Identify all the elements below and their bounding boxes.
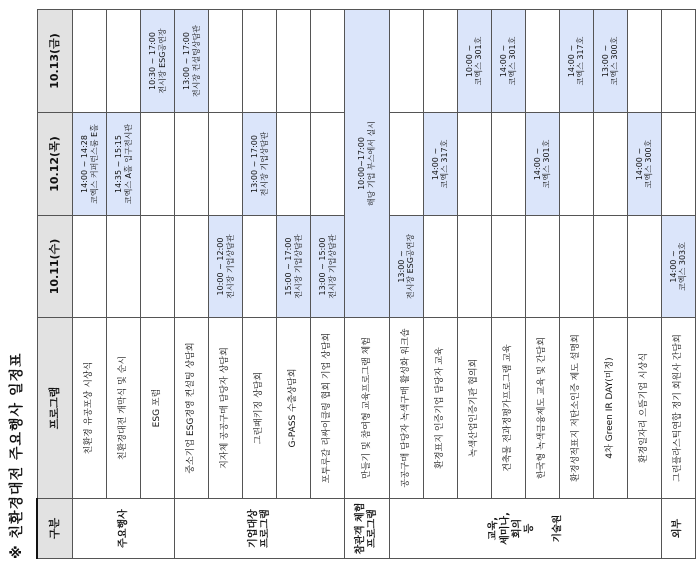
event-cell: 14:35 ~ 15:15 코엑스 A홀 입구전시관 [107,113,141,216]
day1-cell [107,216,141,318]
table-row [141,10,175,559]
table-row [491,10,525,559]
program-cell: 그린패키징 상담회 [243,318,277,499]
day3-cell [277,10,311,113]
program-cell: ESG 포럼 [141,318,175,499]
program-cell: 환경표지 인증기업 담당자 교육 [423,318,457,499]
program-cell: 4차 Green IR DAY(미정) [593,318,627,499]
category-edu [389,499,661,559]
table-row [243,10,277,559]
event-cell: 13:00 ~ 전시장 ESG공연장 [389,216,423,318]
table-row [107,10,141,559]
day2-cell [593,113,627,216]
program-cell: 환경성적표지 저탄소인증 제도 설명회 [559,318,593,499]
day1-cell [423,216,457,318]
day3-cell [389,10,423,113]
event-cell: 13:00 ~ 17:00 전시장 기업상담관 [243,113,277,216]
table-row [389,10,423,559]
program-cell: 그린플라스틱연합 정기 회원사 간담회 [661,318,695,499]
day2-cell [559,113,593,216]
day2-cell [457,113,491,216]
day2-cell [389,113,423,216]
day1-cell [73,216,107,318]
day1-cell [457,216,491,318]
table-row [423,10,457,559]
category-main: 주요행사 [73,499,175,559]
program-cell: 중소기업 ESG경영 컨설팅 상담회 [175,318,209,499]
schedule-table [36,9,696,559]
category-edu-sub: 기술원 [551,514,563,543]
day1-cell [525,216,559,318]
day3-cell [423,10,457,113]
day3-cell [525,10,559,113]
header-category: 구분 [37,499,73,559]
day3-cell [73,10,107,113]
table-row [627,10,661,559]
category-edu-label: 교육, 세미나, 회의 등 [487,512,535,545]
category-external: 외부 [661,499,695,559]
header-row [37,10,73,559]
day2-cell [277,113,311,216]
program-cell: 녹색산업인증기관 협의회 [457,318,491,499]
event-cell: 14:00 ~ 코엑스 317호 [423,113,457,216]
table-row [593,10,627,559]
day1-cell [243,216,277,318]
event-cell: 14:00 ~ 코엑스 300호 [627,113,661,216]
event-cell: 14:00 ~ 코엑스 301호 [525,113,559,216]
program-cell: 친환경 유공포상 시상식 [73,318,107,499]
day1-cell [175,216,209,318]
event-cell: 10:00 ~ 코엑스 301호 [457,10,491,113]
event-cell: 13:00 ~ 17:00 전시장 컨설팅상담관 [175,10,209,113]
header-day-1: 10.11(수) [37,216,73,318]
table-row [73,10,107,559]
program-cell: 만들기 및 참여형 교육프로그램 체험 [345,318,390,499]
day3-cell [627,10,661,113]
event-cell: 10:30 ~ 17:00 전시장 ESG공연장 [141,10,175,113]
program-cell: 포투루갈 리싸이클링 협회 기업 상담회 [311,318,345,499]
day2-cell [209,113,243,216]
table-row [175,10,209,559]
table-row [277,10,311,559]
day2-cell [491,113,525,216]
header-program: 프로그램 [37,318,73,499]
table-row [311,10,345,559]
table-row [525,10,559,559]
day3-cell [243,10,277,113]
program-cell: 한국형 녹색금융제도 교육 및 간담회 [525,318,559,499]
category-corp: 기업대상 프로그램 [175,499,345,559]
header-day-2: 10.12(목) [37,113,73,216]
day2-cell [311,113,345,216]
table-row [345,10,390,559]
table-row [209,10,243,559]
program-cell: 환경일자리 으뜸기업 시상식 [627,318,661,499]
day1-cell [559,216,593,318]
event-cell: 15:00 ~ 17:00 전시장 기업상담관 [277,216,311,318]
day3-cell [661,10,695,113]
program-cell: 친환경대전 개막식 및 순시 [107,318,141,499]
program-cell: 지자체 공공구매 담당자 상담회 [209,318,243,499]
event-cell: 10:00 ~ 12:00 전시장 기업상담관 [209,216,243,318]
program-cell: G-PASS 수출상담회 [277,318,311,499]
day2-cell [175,113,209,216]
event-cell: 13:00 ~ 15:00 전시장 기업상담관 [311,216,345,318]
day1-cell [593,216,627,318]
event-cell-span: 10:00~17:00 해당 기업 부스에서 실시 [345,10,390,318]
day1-cell [141,216,175,318]
header-day-3: 10.13(금) [37,10,73,113]
event-cell: 14:00 ~ 코엑스 317호 [559,10,593,113]
table-row [661,10,695,559]
table-row [559,10,593,559]
day2-cell [661,113,695,216]
event-cell: 14:00 ~ 코엑스 301호 [491,10,525,113]
table-row [457,10,491,559]
category-experience: 참관객 체험 프로그램 [345,499,390,559]
day3-cell [311,10,345,113]
day3-cell [107,10,141,113]
program-cell: 건축물 전과정평가프로그램 교육 [491,318,525,499]
program-cell: 공공구매 담당자 녹색구매 활성화 워크숍 [389,318,423,499]
event-cell: 14:00 ~ 14:28 코엑스 커퍼런스룸 E홀 [73,113,107,216]
event-cell: 14:00 ~ 코엑스 303호 [661,216,695,318]
day1-cell [627,216,661,318]
event-cell: 13:00 ~ 코엑스 300호 [593,10,627,113]
day2-cell [141,113,175,216]
page-title: ※ 친환경대전 주요행사 일정표 [9,352,25,559]
day3-cell [209,10,243,113]
day1-cell [491,216,525,318]
